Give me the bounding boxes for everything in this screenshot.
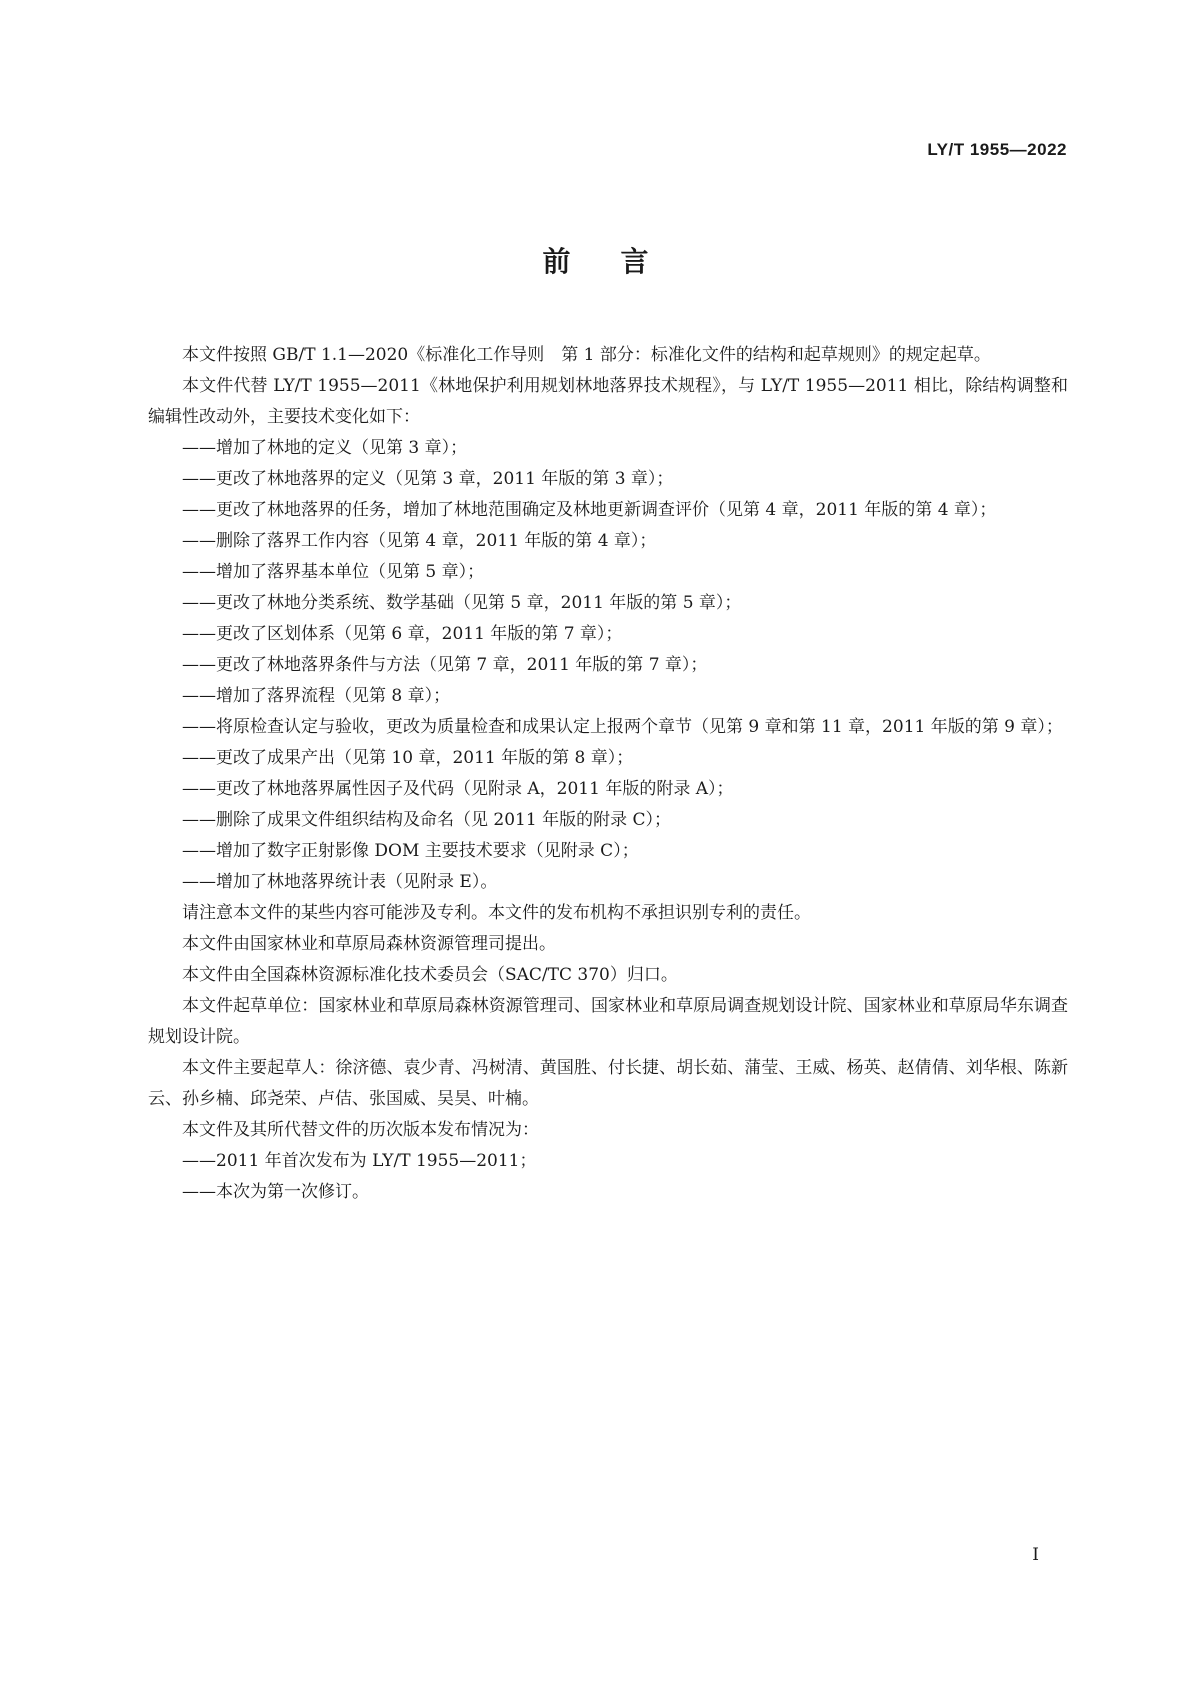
paragraph-proposer: 本文件由国家林业和草原局森林资源管理司提出。 xyxy=(182,934,556,954)
history-item: ——2011 年首次发布为 LY/T 1955—2011； xyxy=(182,1151,537,1171)
paragraph-version-history: 本文件及其所代替文件的历次版本发布情况为： xyxy=(182,1120,539,1140)
history-item: ——本次为第一次修订。 xyxy=(182,1182,369,1202)
change-item: ——增加了林地落界统计表（见附录 E）。 xyxy=(182,872,498,892)
paragraph-patent-notice: 请注意本文件的某些内容可能涉及专利。本文件的发布机构不承担识别专利的责任。 xyxy=(182,903,811,923)
paragraph-drafting-basis: 本文件按照 GB/T 1.1—2020《标准化工作导则 第 1 部分：标准化文件的结构和起草规则》的规定起草。 xyxy=(182,345,991,365)
paragraph-drafters: 本文件主要起草人：徐济德、袁少青、冯树清、黄国胜、付长捷、胡长茹、蒲莹、王威、杨英、赵倩倩、刘华根、陈新云、孙乡楠、邱尧荣、卢佶、张国威、吴昊、叶楠。 xyxy=(148,1058,1068,1109)
paragraph-technical-committee: 本文件由全国森林资源标准化技术委员会（SAC/TC 370）归口。 xyxy=(182,965,678,985)
change-item: ——更改了林地落界条件与方法（见第 7 章，2011 年版的第 7 章）； xyxy=(182,655,708,675)
change-item: ——更改了成果产出（见第 10 章，2011 年版的第 8 章）； xyxy=(182,748,634,768)
change-item: ——增加了数字正射影像 DOM 主要技术要求（见附录 C）； xyxy=(182,841,639,861)
page-title: 前言 xyxy=(542,245,699,278)
change-item: ——增加了落界流程（见第 8 章）； xyxy=(182,686,451,706)
change-item: ——更改了林地落界的定义（见第 3 章，2011 年版的第 3 章）； xyxy=(182,469,674,489)
change-item: ——更改了区划体系（见第 6 章，2011 年版的第 7 章）； xyxy=(182,624,623,644)
change-item: ——更改了林地分类系统、数学基础（见第 5 章，2011 年版的第 5 章）； xyxy=(182,593,742,613)
change-item: ——更改了林地落界属性因子及代码（见附录 A，2011 年版的附录 A）； xyxy=(182,779,734,799)
change-item: ——删除了落界工作内容（见第 4 章，2011 年版的第 4 章）； xyxy=(182,531,657,551)
paragraph-drafting-units: 本文件起草单位：国家林业和草原局森林资源管理司、国家林业和草原局调查规划设计院、国家林业和草原局华东调查规划设计院。 xyxy=(148,996,1068,1047)
page-number: I xyxy=(1032,1545,1039,1565)
paragraph-replacement: 本文件代替 LY/T 1955—2011《林地保护利用规划林地落界技术规程》，与 LY/T 1955—2011 相比，除结构调整和编辑性改动外，主要技术变化如下： xyxy=(148,376,1068,427)
change-item: ——删除了成果文件组织结构及命名（见 2011 年版的附录 C）； xyxy=(182,810,671,830)
change-item: ——增加了落界基本单位（见第 5 章）； xyxy=(182,562,485,582)
document-code: LY/T 1955—2022 xyxy=(927,140,1067,159)
change-item: ——更改了林地落界的任务，增加了林地范围确定及林地更新调查评价（见第 4 章，2011 年版的第 4 章）； xyxy=(182,500,997,520)
foreword-body xyxy=(148,340,1068,1208)
change-item: ——将原检查认定与验收，更改为质量检查和成果认定上报两个章节（见第 9 章和第 11 章，2011 年版的第 9 章）； xyxy=(182,717,1063,737)
change-item: ——增加了林地的定义（见第 3 章）； xyxy=(182,438,468,458)
